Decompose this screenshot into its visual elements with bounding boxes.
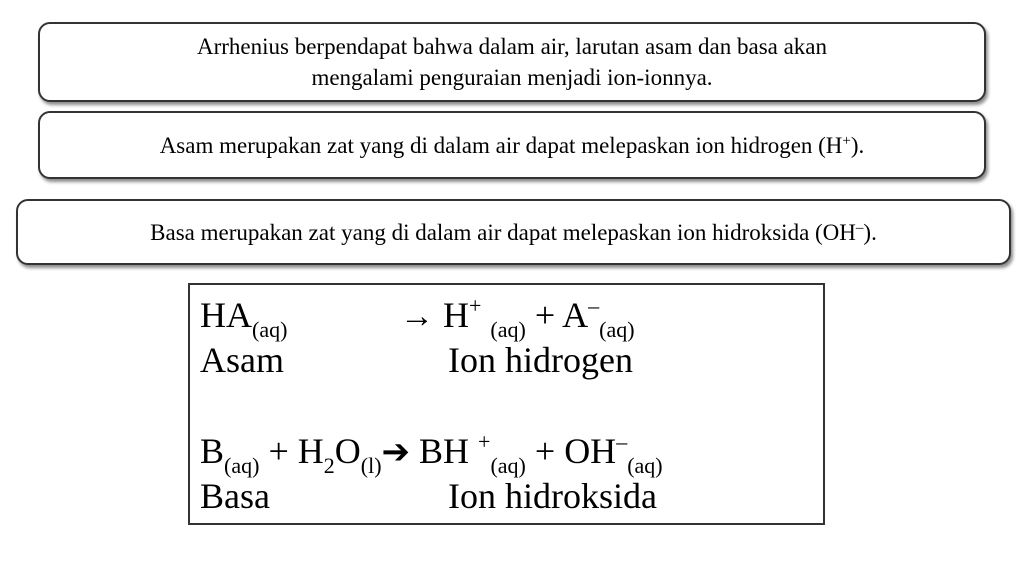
acid-label-left: Asam [200,340,284,380]
arrhenius-line-2: mengalami penguraian menjadi ion-ionnya. [311,65,713,90]
base-product-bh: BH [419,431,479,471]
base-water-state: (l) [360,453,382,478]
base-definition-close: ). [863,219,877,245]
acid-plus-sign: + [534,295,556,335]
base-product-hydroxide-charge: – [616,429,628,454]
acid-product-anion-state: (aq) [599,317,635,342]
base-definition-text [150,217,877,248]
acid-product-hydrogen-charge: + [469,293,482,318]
base-label-left: Basa [200,476,270,516]
acid-product-anion-charge: – [588,293,600,318]
base-reactant: B [200,431,225,471]
base-water-subscript: 2 [323,453,335,478]
acid-definition-text [160,130,865,161]
acid-definition-close: ). [850,132,865,158]
base-water-o: O [334,431,361,471]
base-product-hydroxide-state: (aq) [627,453,663,478]
base-plus-sign-1: + [268,431,289,471]
base-product-bh-charge: + [478,429,491,454]
acid-reactant: HA [200,295,252,335]
acid-product-hydrogen: H [443,295,469,335]
base-equation [200,431,663,476]
acid-label-right: Ion hidrogen [448,340,633,380]
acid-equation-reactant [200,295,287,340]
base-product-bh-state: (aq) [490,453,526,478]
acid-product-hydrogen-state: (aq) [490,317,526,342]
base-reaction-arrow: ➔ [381,434,411,471]
equations-box [188,283,825,525]
acid-definition-main: Asam merupakan zat yang di dalam air dapat melepaskan ion hidrogen (H [159,132,843,158]
acid-equation-products [400,295,635,340]
acid-definition-box [38,111,986,179]
base-reactant-state: (aq) [224,453,260,478]
base-definition-main: Basa merupakan zat yang di dalam air dapat melepaskan ion hidroksida (OH [150,219,856,245]
acid-reaction-arrow: → [400,298,434,335]
base-plus-sign-2: + [534,431,556,471]
arrhenius-definition-box [38,22,986,102]
base-definition-box [16,199,1011,265]
acid-definition-charge: + [842,132,851,149]
base-water-h: H [297,431,324,471]
base-definition-charge: – [855,219,864,236]
base-product-hydroxide: OH [564,431,617,471]
acid-reactant-state: (aq) [252,317,288,342]
base-label-right: Ion hidroksida [448,476,657,516]
arrhenius-line-1: Arrhenius berpendapat bahwa dalam air, larutan asam dan basa akan [196,34,828,59]
acid-product-anion: A [562,295,589,335]
